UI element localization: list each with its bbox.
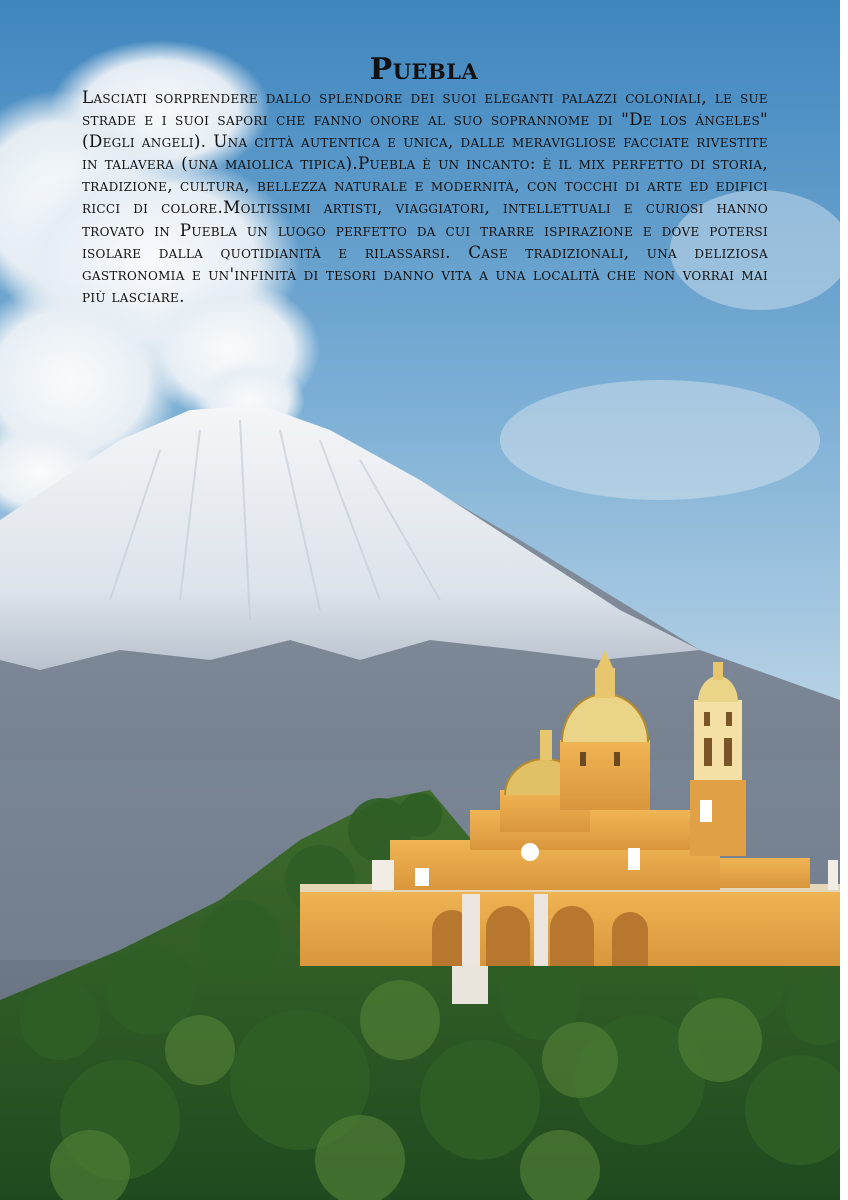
page-margin bbox=[840, 0, 848, 1200]
page-title: Puebla bbox=[369, 52, 479, 87]
body-paragraph: Lasciati sorprendere dallo splendore dei suoi eleganti palazzi coloniali, le sue strade e i suoi sapori che fanno onore al suo soprannome di "De los ángeles" (Degli angeli). Una città autentica e unica, dalle meravigliose facciate rivestite in talavera (una maiolica tipica).Puebla è un incanto: è il mix perfetto di storia, tradizione, cultura, bellezza naturale e modernità, con tocchi di arte ed edifici ricci di colore.Moltissimi artisti, viaggiatori, intellettuali e curiosi hanno trovato in Puebla un luogo perfetto da cui trarre ispirazione e dove potersi isolare dalla quotidianità e rilassarsi. Case tradizionali, una deliziosa gastronomia e un'infinità di tesori danno vita a una località che non vorrai mai più lasciare. bbox=[82, 87, 768, 306]
